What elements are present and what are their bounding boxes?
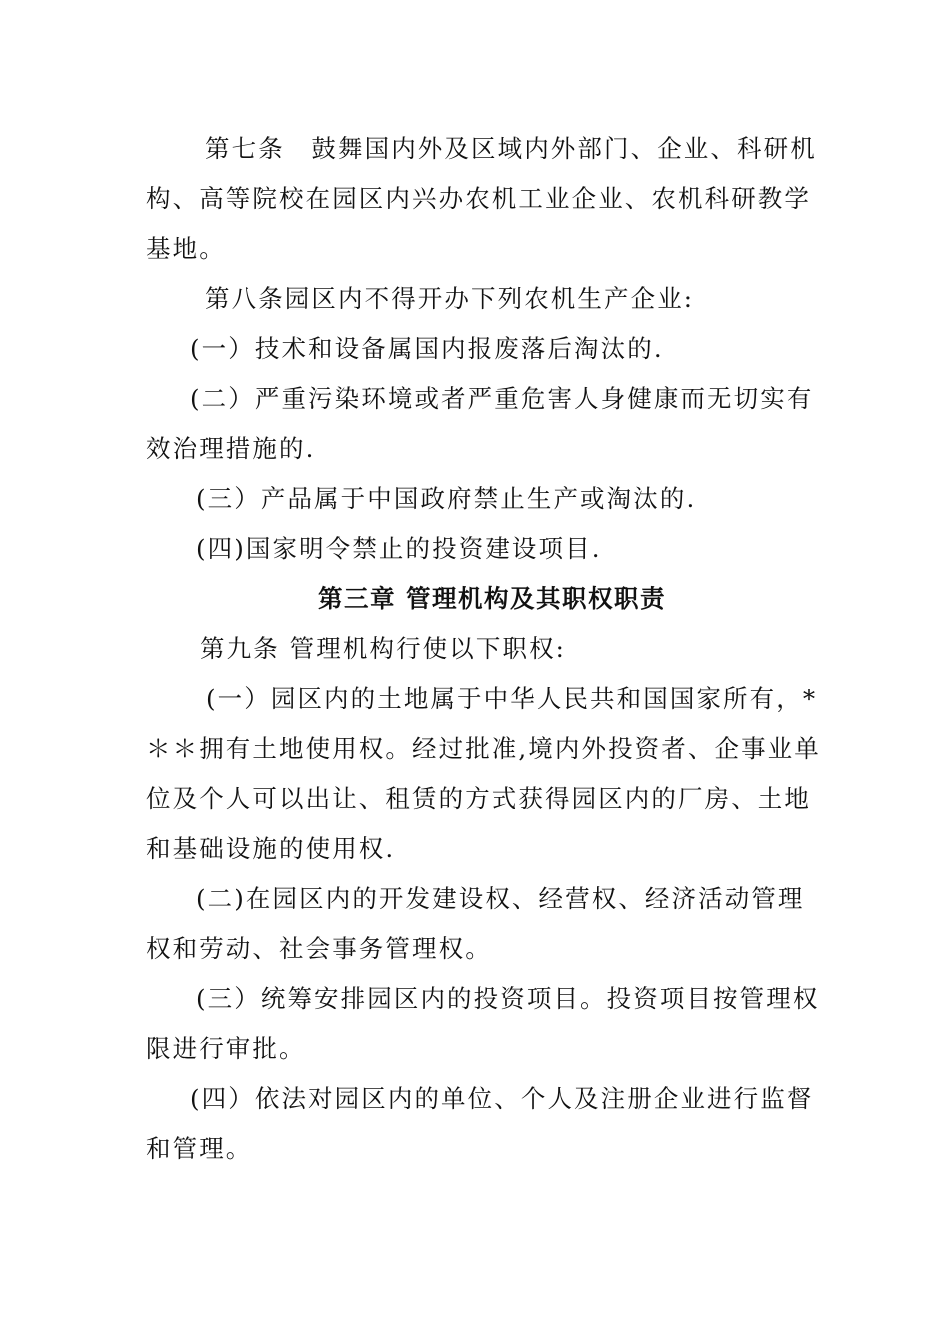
article-9-item-3-line-2: 限进行审批。 bbox=[146, 1034, 306, 1063]
article-8-line-1: 第八条园区内不得开办下列农机生产企业: bbox=[205, 284, 695, 313]
article-9-item-4-line-2: 和管理。 bbox=[146, 1134, 253, 1163]
article-7-line-1: 第七条 鼓舞国内外及区域内外部门、企业、科研机 bbox=[205, 134, 817, 163]
article-7-line-3: 基地。 bbox=[146, 234, 226, 263]
article-8-item-1: (一）技术和设备属国内报废落后淘汰的. bbox=[190, 334, 664, 363]
article-9-item-1-line-1: (一）园区内的土地属于中华人民共和国国家所有，* bbox=[206, 684, 818, 713]
article-9-item-1-line-4: 和基础设施的使用权. bbox=[146, 834, 396, 863]
article-9-item-3-line-1: (三）统筹安排园区内的投资项目。投资项目按管理权 bbox=[196, 984, 820, 1013]
article-8-item-4: (四)国家明令禁止的投资建设项目. bbox=[196, 534, 602, 563]
article-7-line-2: 构、高等院校在园区内兴办农机工业企业、农机科研教学 bbox=[146, 184, 811, 213]
article-9-item-1-line-3: 位及个人可以出让、租赁的方式获得园区内的厂房、土地 bbox=[146, 784, 811, 813]
article-9-item-1-line-2: ＊＊拥有土地使用权。经过批准,境内外投资者、企事业单 bbox=[146, 734, 821, 763]
article-8-item-2-line-2: 效治理措施的. bbox=[146, 434, 316, 463]
article-9-item-4-line-1: (四）依法对园区内的单位、个人及注册企业进行监督 bbox=[190, 1084, 814, 1113]
chapter-3-heading: 第三章 管理机构及其职权职责 bbox=[318, 584, 667, 613]
article-8-item-2-line-1: (二）严重污染环境或者严重危害人身健康而无切实有 bbox=[190, 384, 814, 413]
article-9-item-2-line-1: (二)在园区内的开发建设权、经营权、经济活动管理 bbox=[196, 884, 805, 913]
article-9-item-2-line-2: 权和劳动、社会事务管理权。 bbox=[146, 934, 492, 963]
article-8-item-3: (三）产品属于中国政府禁止生产或淘汰的. bbox=[196, 484, 697, 513]
article-9-line-1: 第九条 管理机构行使以下职权: bbox=[200, 634, 567, 663]
